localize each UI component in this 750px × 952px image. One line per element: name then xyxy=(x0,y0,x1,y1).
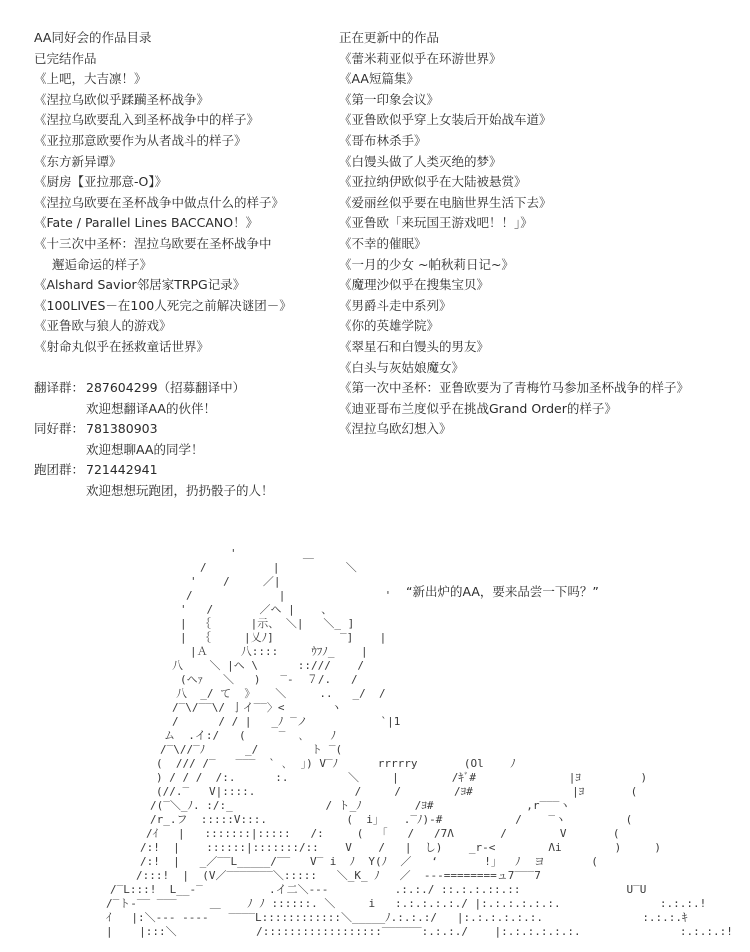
completed-work-item: 《100LIVES－在100人死完之前解决谜团－》 xyxy=(34,297,292,313)
art-line: /:! | ::::::|:::::::/:: V / | し) _r‐< Λi ) ) xyxy=(140,841,661,854)
group-fans xyxy=(34,419,334,440)
ongoing-work-item: 《你的英雄学院》 xyxy=(339,318,440,334)
ongoing-work-item: 《不幸的催眠》 xyxy=(339,235,427,251)
art-line: ' ＿ xyxy=(230,547,314,560)
ongoing-work-item: 《一月的少女 ~帕秋莉日记~》 xyxy=(339,256,514,272)
art-line: /ｲ | :::::::|::::: /: ( 「 / /7Λ / V ( xyxy=(146,827,620,840)
ongoing-work-item: 《迪亚哥布兰度似乎在挑战Grand Order的样子》 xyxy=(339,400,617,416)
art-line: ' / ／| xyxy=(190,575,281,588)
completed-work-item: 《亚拉那意欧要作为从者战斗的样子》 xyxy=(34,132,247,148)
art-line: ｲ |:＼‐‐‐ ‐‐‐‐ ‾‾‾‾L::::::::::::＼_____ﾉ.:.:.:/ |:.:.:.:.:.:. :.:.:.ｷ xyxy=(106,911,688,924)
art-line: | |:::＼ /::::::::::::::::::‾‾‾‾‾‾:.:.:./ |:.:.:.:.:.:. :.:.:.:! xyxy=(106,925,733,938)
ongoing-work-item: 《蕾米莉亚似乎在环游世界》 xyxy=(339,50,502,66)
ascii-art-illustration xyxy=(0,540,750,940)
completed-work-item: 《厨房【亚拉那意-O】》 xyxy=(34,174,168,190)
ongoing-work-item: 《第一次中圣杯：亚鲁欧要为了青梅竹马参加圣杯战争的样子》 xyxy=(339,380,690,396)
art-line: |Ａ 八:::: ｳﾌﾉ_ | xyxy=(190,645,368,658)
art-line: ( /// /‾ ‾‾‾ ` ､ ｣) V‾ﾉ rrrrry (Ol ﾉ xyxy=(156,757,516,770)
ongoing-work-item: 《亚鲁欧「来玩国王游戏吧！！」》 xyxy=(339,215,533,231)
art-line: /:! | _／‾‾L_____/‾‾ V‾ i ﾉ Y(ﾉ ／ ‘ !」 ﾉ ヨ ( xyxy=(140,855,598,868)
ongoing-work-item: 《爱丽丝似乎要在电脑世界生活下去》 xyxy=(339,194,552,210)
completed-work-item: 《东方新异谭》 xyxy=(34,153,122,169)
group-note: 欢迎想聊AA的同学！ xyxy=(86,441,204,457)
art-line: / | ＼ xyxy=(200,561,357,574)
group-label: 同好群： xyxy=(34,421,85,437)
ongoing-work-item: 《白头与灰姑娘魔女》 xyxy=(339,359,465,375)
completed-work-item: 《涅拉乌欧要乱入到圣杯战争中的样子》 xyxy=(34,112,260,128)
completed-work-item: 《上吧，大吉凛！》 xyxy=(34,71,147,87)
art-line: /‾\/‾‾\/ 亅イ‾‾〉< ヽ xyxy=(172,701,342,714)
left-column xyxy=(34,28,334,502)
art-line: 八 _/ て 》 ＼ .. _/ / xyxy=(176,687,386,700)
completed-heading: 已完结作品 xyxy=(34,50,97,66)
art-line: 八 ＼ |ヘ \ ::/// / xyxy=(172,659,364,672)
group-trpg xyxy=(34,460,334,481)
catalog-title: AA同好会的作品目录 xyxy=(34,30,152,45)
group-translation xyxy=(34,378,334,399)
completed-work-item: 《Fate / Parallel Lines BACCANO！》 xyxy=(34,215,259,231)
right-column xyxy=(339,28,739,440)
group-label: 跑团群： xyxy=(34,462,85,478)
group-note: 欢迎想翻译AA的伙伴！ xyxy=(86,400,216,416)
completed-work-item: 《射命丸似乎在拯救童话世界》 xyxy=(34,338,210,354)
ongoing-work-item: 《男爵斗走中系列》 xyxy=(339,297,452,313)
art-line: /‾ト‐‾‾ ‾‾‾ ＿ ﾉ ﾉ ::::::. ＼ i :.:.:.:.:./ |:.:.:.:.:.:. :.:.:.! xyxy=(106,897,707,910)
group-number: 721442941 xyxy=(86,462,158,478)
completed-work-item: 《涅拉乌欧要在圣杯战争中做点什么的样子》 xyxy=(34,194,285,210)
ongoing-work-item: 《白馒头做了人类灭绝的梦》 xyxy=(339,153,502,169)
group-label: 翻译群： xyxy=(34,380,85,396)
art-line: ム .イ:/ ( ‾ ､ ﾉ xyxy=(164,729,337,742)
art-line: ) / / / /:. :. ＼ | /ｷﾞ# |ﾖ ) xyxy=(156,771,648,784)
ongoing-work-item: 《哥布林杀手》 xyxy=(339,132,427,148)
completed-work-item: 《亚鲁欧与狼人的游戏》 xyxy=(34,318,172,334)
ongoing-work-item: 《亚鲁欧似乎穿上女装后开始战车道》 xyxy=(339,112,552,128)
ongoing-work-item: 《亚拉纳伊欧似乎在大陆被悬赏》 xyxy=(339,174,527,190)
ongoing-work-item: 《魔理沙似乎在搜集宝贝》 xyxy=(339,277,490,293)
art-line: /(‾＼_ﾉ. :/:_ / ト_ﾉ /ﾖ# ,r‾‾‾ヽ xyxy=(150,799,571,812)
group-note: 欢迎想想玩跑团，扔扔骰子的人！ xyxy=(86,483,274,499)
completed-work-item: 《Alshard Savior邻居家TRPG记录》 xyxy=(34,277,246,293)
art-line: /r_.フ :::::V:::. ( i」 .‾ﾉ)‐# / ‾ヽ ( xyxy=(150,813,633,826)
art-line: / | ' xyxy=(186,589,392,602)
section-spacer xyxy=(34,358,334,379)
completed-work-item-continued: 邂逅命运的样子》 xyxy=(52,256,153,272)
completed-work-item: 《十三次中圣杯：涅拉乌欧要在圣杯战争中 xyxy=(34,235,272,251)
art-line: /‾\//‾ﾉ _/ ト ‾( xyxy=(160,743,343,756)
speech-quote: “新出炉的AA，要来品尝一下吗？” xyxy=(406,584,599,599)
ongoing-heading: 正在更新中的作品 xyxy=(339,30,440,45)
ongoing-work-item: 《第一印象会议》 xyxy=(339,91,440,107)
completed-work-item: 《涅拉乌欧似乎蹂躏圣杯战争》 xyxy=(34,91,210,107)
art-line: | ｛ |乂ﾉ] ‾] | xyxy=(180,631,387,644)
art-line: /:::! | (V／‾‾‾‾‾‾‾＼::::: ＼_K_ ﾉ ／ ‐‐‐========ュ7‾‾‾7 xyxy=(136,869,541,882)
group-number: 781380903 xyxy=(86,421,158,437)
art-line: / / / | _ﾉ ‾ノ `|1 xyxy=(172,715,401,728)
group-number: 287604299（招募翻译中） xyxy=(86,380,246,396)
ongoing-work-item: 《AA短篇集》 xyxy=(339,71,419,87)
art-line: (//.‾ V|::::. / / /ﾖ# |ﾖ ( xyxy=(156,785,638,798)
ongoing-work-item: 《翠星石和白馒头的男友》 xyxy=(339,338,490,354)
art-line: (ヘｧ ＼ ) ‾‐ ７/. / xyxy=(180,673,358,686)
art-line: ' / ／ヘ | 、 xyxy=(180,603,333,616)
ongoing-work-item: 《涅拉乌欧幻想入》 xyxy=(339,421,452,437)
art-line: | ｛ |示、 ＼| ＼_ ] xyxy=(180,617,355,630)
art-line: /‾L:::! L__‐‾ .イ二＼‐‐‐ .:.:./ ::.:.:.::.:: U‾U xyxy=(110,883,647,896)
